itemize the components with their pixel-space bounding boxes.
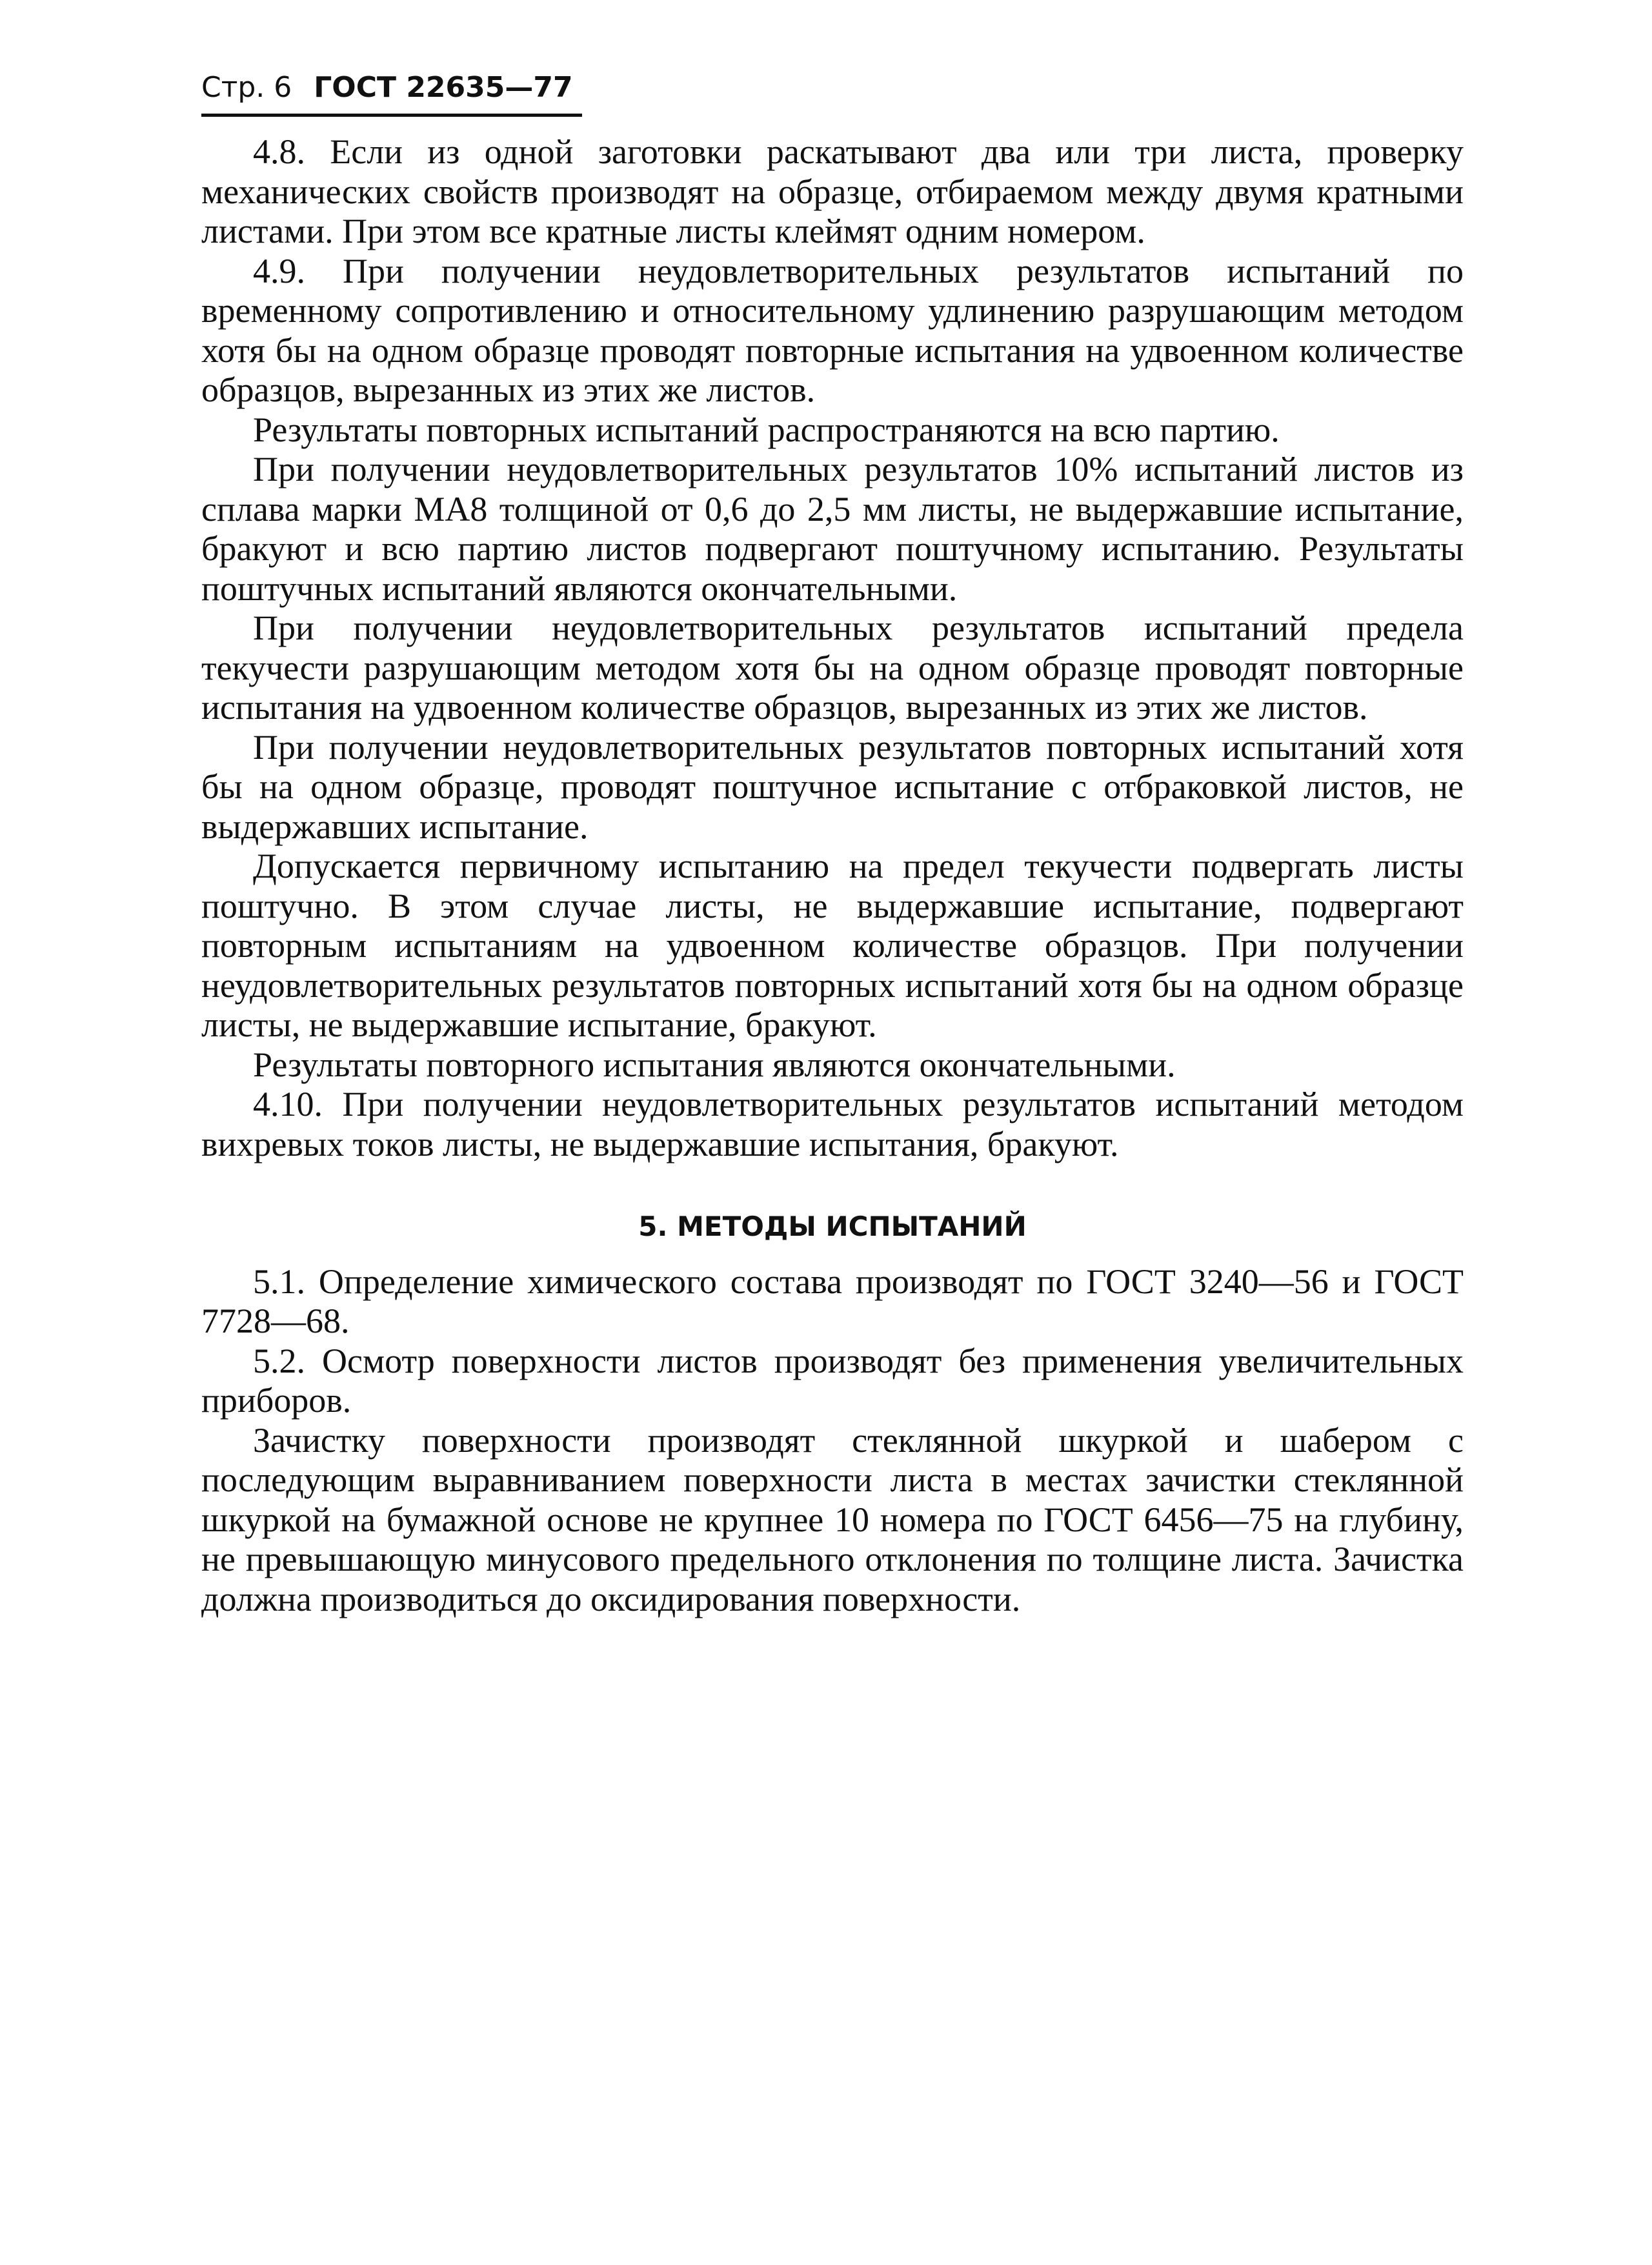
paragraph-4-10: 4.10. При получении неудовлетворительных результатов испытаний методом вихревых токов листы, не выдержавшие испытания, бракуют.	[201, 1085, 1464, 1163]
paragraph-surface-cleaning: Зачистку поверхности производят стеклянной шкуркой и шабером с последующим выравниванием поверхности листа в местах зачистки стеклянной шкуркой на бумажной основе не крупнее 10 номера по ГОСТ 6456—75 на глубину, не превышающую минусового предельного отклонения по толщине листа. Зачистка должна производиться до оксидирования поверхности.	[201, 1420, 1464, 1618]
document-body	[201, 132, 1464, 1619]
paragraph-4-8: 4.8. Если из одной заготовки раскатывают два или три листа, проверку механических свойств производят на образце, отбираемом между двумя кратными листами. При этом все кратные листы клеймят одним номером.	[201, 132, 1464, 250]
paragraph-ma8-alloy: При получении неудовлетворительных результатов 10% испытаний листов из сплава марки МА8 толщиной от 0,6 до 2,5 мм листы, не выдержавшие испытание, бракуют и всю партию листов подвергают поштучному испытанию. Результаты поштучных испытаний являются окончательными.	[201, 450, 1464, 608]
page-header	[201, 62, 582, 117]
section-heading: 5. МЕТОДЫ ИСПЫТАНИЙ	[638, 1211, 1027, 1242]
paragraph-5-1: 5.1. Определение химического состава производят по ГОСТ 3240—56 и ГОСТ 7728—68.	[201, 1262, 1464, 1340]
paragraph-yield-strength: При получении неудовлетворительных результатов испытаний предела текучести разрушающим методом хотя бы на одном образце проводят повторные испытания на удвоенном количестве образцов, вырезанных из этих же листов.	[201, 609, 1464, 727]
paragraph-4-9: 4.9. При получении неудовлетворительных результатов испытаний по временному сопротивлению и относительному удлинению разрушающим методом хотя бы на одном образце проводят повторные испытания на удвоенном количестве образцов, вырезанных из этих же листов.	[201, 251, 1464, 409]
paragraph-piecewise-test: При получении неудовлетворительных результатов повторных испытаний хотя бы на одном образце, проводят поштучное испытание с отбраковкой листов, не выдержавших испытание.	[201, 727, 1464, 846]
page-number: Стр. 6	[201, 71, 292, 104]
paragraph-5-2: 5.2. Осмотр поверхности листов производят без применения увеличительных приборов.	[201, 1341, 1464, 1420]
paragraph-primary-test: Допускается первичному испытанию на предел текучести подвергать листы поштучно. В этом случае листы, не выдержавшие испытание, подвергают повторным испытаниям на удвоенном количестве образцов. При получении неудовлетворительных результатов повторных испытаний хотя бы на одном образце листы, не выдержавшие испытание, бракуют.	[201, 847, 1464, 1044]
standard-designation: ГОСТ 22635—77	[314, 71, 573, 104]
paragraph-final-results: Результаты повторного испытания являются окончательными.	[253, 1045, 1176, 1084]
paragraph-retest-scope: Результаты повторных испытаний распространяются на всю партию.	[253, 410, 1280, 449]
